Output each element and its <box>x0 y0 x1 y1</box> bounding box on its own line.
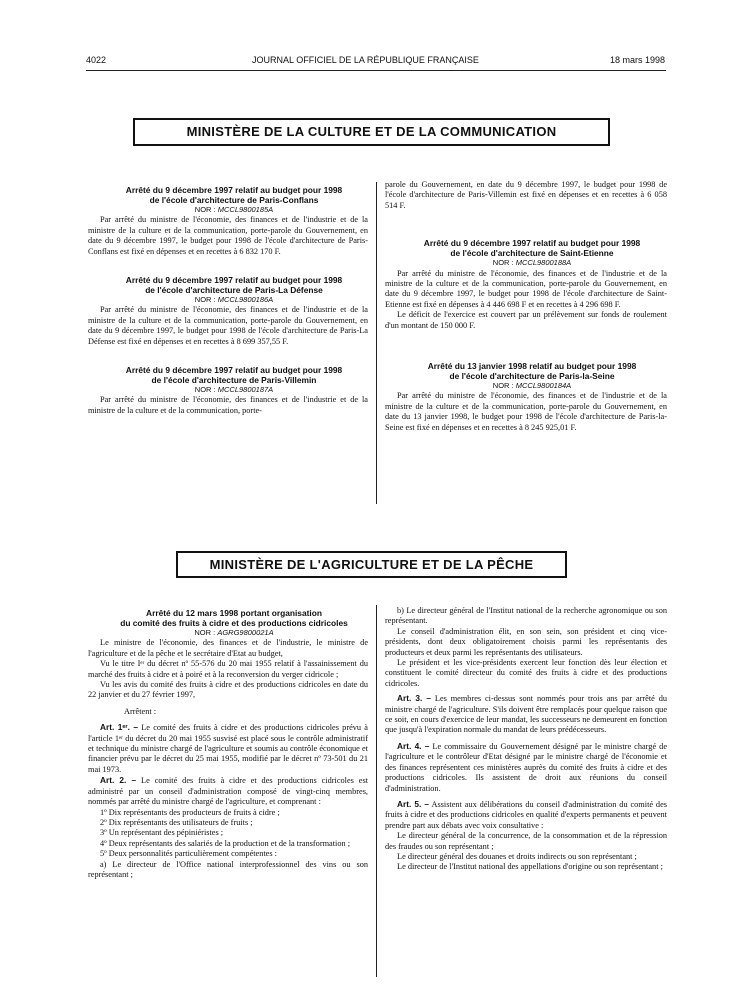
preamble-visa-opinions: Vu les avis du comité des fruits à cidre et des productions cidricoles en date du 22 janvier et du 27 février 1997, <box>88 680 368 700</box>
page-number: 4022 <box>86 55 107 65</box>
nor-reference <box>88 385 368 395</box>
decree-title-line2: de l'école d'architecture de Paris-La Défense <box>145 285 323 296</box>
article-2 <box>88 775 368 807</box>
nor-label: NOR : <box>194 628 216 637</box>
nor-reference <box>385 258 667 268</box>
decree-body: Par arrêté du ministre de l'économie, des finances et de l'industrie et de la ministre de la culture et de la communication, porte-parole du Gouvernement, en date du 9 décembre 1997, le budget pour 1998 de l'école d'architecture de Paris-La Défense est fixé en dépenses et en recettes à 8 699 357,55 F. <box>88 305 368 346</box>
decree-body-start: Par arrêté du ministre de l'économie, des finances et de l'industrie et de la ministre de la culture et de la communication, porte- <box>88 395 368 415</box>
decree-title-line1: Arrêté du 9 décembre 1997 relatif au budget pour 1998 <box>125 365 343 376</box>
list-item: 3º Un représentant des pépiniéristes ; <box>100 828 224 838</box>
nor-code: MCCL9800184A <box>515 381 572 391</box>
nor-label: NOR : <box>492 381 514 391</box>
decree-body: Par arrêté du ministre de l'économie, des finances et de l'industrie et de la ministre de la culture et de la communication, porte-parole du Gouvernement, en date du 9 décembre 1997, le budget pour 1998 de l'école d'architecture de Paris-Conflans est fixé en dépenses et en recettes à 6 832 170 F. <box>88 215 368 256</box>
ministry-culture-heading <box>133 118 610 146</box>
list-item: 2º Dix représentants des utilisateurs de fruits ; <box>100 817 253 827</box>
preamble-ministers: Le ministre de l'économie, des finances et de l'industrie, le ministre de l'agriculture et de la pêche et le secrétaire d'Etat au budget, <box>88 638 368 658</box>
article-text: Assistent aux délibérations du conseil d'administration du comité des fruits à cidre et des productions cidricoles en qualité d'experts permanents et peuvent prendre part aux débats avec voix consultative : <box>385 799 667 830</box>
article-text: Le comité des fruits à cidre et des productions cidricoles est administré par un conseil d'administration composé de vingt-cinq membres, nommés par arrêté du ministre chargé de l'agriculture, et comprenant : <box>88 776 368 807</box>
header-rule <box>86 70 666 71</box>
article-label: Art. 2. – <box>100 775 137 786</box>
decree-title-line1: Arrêté du 12 mars 1998 portant organisation <box>146 608 322 618</box>
board-committee-paragraph: Le président et les vice-présidents exercent leur fonction dès leur élection et constituent le comité directeur du comité des fruits à cidre et des productions cidricoles. <box>385 658 667 688</box>
list-item: Le directeur général des douanes et droits indirects ou son représentant ; <box>397 851 637 861</box>
decree-title-line2: de l'école d'architecture de Paris-la-Seine <box>449 371 615 382</box>
list-item: a) Le directeur de l'Office national interprofessionnel des vins ou son représentant ; <box>88 859 368 879</box>
decree-title-line1: Arrêté du 9 décembre 1997 relatif au budget pour 1998 <box>423 238 641 249</box>
nor-reference <box>88 628 368 638</box>
list-item: b) Le directeur général de l'Institut national de la recherche agronomique ou son représentant. <box>385 606 667 626</box>
section2-left-column <box>88 608 368 880</box>
article-3 <box>385 693 667 736</box>
decree-body: Par arrêté du ministre de l'économie, des finances et de l'industrie et de la ministre de la culture et de la communication, porte-parole du Gouvernement, en date du 13 janvier 1998, le budget pour 1998 de l'école d'architecture de Paris-la-Seine est fixé en dépenses et en recettes à 8 245 925,01 F. <box>385 391 667 432</box>
article-label: Art. 5. – <box>397 798 430 809</box>
decree-body: Par arrêté du ministre de l'économie, des finances et de l'industrie et de la ministre de la culture et de la communication, porte-parole du Gouvernement, en date du 9 décembre 1997, le budget pour 1998 de l'école d'architecture de Saint-Etienne est fixé en dépenses à 4 446 698 F et en recettes à 4 296 698 F. <box>385 268 667 309</box>
article-5 <box>385 799 667 831</box>
decree-title-line2: du comité des fruits à cidre et des productions cidricoles <box>120 618 348 628</box>
article-label: Art. 4. – <box>397 740 430 751</box>
nor-label: NOR : <box>194 385 216 395</box>
ministry-agriculture-heading <box>176 551 567 578</box>
column-divider <box>376 605 377 977</box>
nor-label: NOR : <box>194 205 216 214</box>
ministry-culture-title: MINISTÈRE DE LA CULTURE ET DE LA COMMUNICATION <box>186 124 557 139</box>
article-text: Les membres ci-dessus sont nommés pour trois ans par arrêté du ministre chargé de l'agriculture. S'ils doivent être remplacés pour quelque raison que ce soit, en cours d'exercice de leur mandat, les successeurs ne demeurent en fonction que jusqu'à l'expiration normale du mandat de leurs prédécesseurs. <box>385 694 667 735</box>
section2-right-column <box>385 606 667 873</box>
decree-body-2: Le déficit de l'exercice est couvert par un prélèvement sur fonds de roulement d'un montant de 150 000 F. <box>385 310 667 330</box>
list-item: Le directeur général de la concurrence, de la consommation et de la répression des fraudes ou son représentant ; <box>385 831 667 851</box>
section1-left-column <box>88 185 368 416</box>
decree-title-line1: Arrêté du 9 décembre 1997 relatif au budget pour 1998 <box>125 275 343 286</box>
section1-right-column <box>385 180 667 433</box>
nor-code: MCCL9800188A <box>515 258 572 268</box>
list-item: Le directeur de l'Institut national des appellations d'origine ou son représentant ; <box>397 862 663 872</box>
nor-reference <box>385 381 667 391</box>
board-election-paragraph: Le conseil d'administration élit, en son sein, son président et cinq vice-présidents, dont deux obligatoirement choisis parmi les représentants des producteurs et deux parmi les représentants des utilisateurs. <box>385 626 667 657</box>
nor-reference <box>88 295 368 305</box>
nor-code: MCCL9800186A <box>217 295 274 305</box>
article-label: Art. 1ᵉʳ. – <box>100 722 138 733</box>
decree-title-line2: de l'école d'architecture de Paris-Villemin <box>151 375 317 386</box>
ministry-agriculture-title: MINISTÈRE DE L'AGRICULTURE ET DE LA PÊCHE <box>209 557 534 572</box>
decree-title-line1: Arrêté du 13 janvier 1998 relatif au budget pour 1998 <box>427 361 637 372</box>
decree-paris-la-defense <box>88 275 368 347</box>
nor-code: MCCL9800187A <box>217 385 274 395</box>
article-label: Art. 3. – <box>397 693 432 704</box>
nor-code: MCCL9800185A <box>217 205 274 214</box>
article-text: Le commissaire du Gouvernement désigné par le ministre chargé de l'agriculture et le contrôleur d'Etat désigné par le ministre chargé de l'économie et des finances représentent ces ministères auprès du comité des fruits à cidre et des productions cidricoles. Ils assistent de droit aux réunions du conseil d'administration. <box>385 741 667 793</box>
article-text: Le comité des fruits à cidre et des productions cidricoles prévu à l'article 1ᵉʳ du décret du 20 mai 1955 susvisé est placé sous le contrôle administratif et technique du ministre chargé de l'agriculture et soumis au contrôle économique et financier prévu par le décret du 25 mai 1955, modifié par le décret nº 73-501 du 21 mai 1973. <box>88 723 368 774</box>
decree-body-continued: parole du Gouvernement, en date du 9 décembre 1997, le budget pour 1998 de l'école d'architecture de Paris-Villemin est fixé en dépenses et en recettes à 6 058 514 F. <box>385 180 667 210</box>
article-4 <box>385 741 667 794</box>
list-item: 4º Deux représentants des salariés de la production et de la transformation ; <box>100 838 351 848</box>
list-item: 5º Deux personnalités particulièrement compétentes : <box>100 849 277 859</box>
issue-date: 18 mars 1998 <box>609 55 665 65</box>
decree-paris-villemin <box>88 365 368 416</box>
preamble-visa-decree: Vu le titre Iᵉʳ du décret nº 55-576 du 20 mai 1955 relatif à l'assainissement du marché des fruits à cidre et à poiré et à la reconversion du verger cidricole ; <box>88 659 368 679</box>
nor-label: NOR : <box>194 295 216 305</box>
decree-title-line2: de l'école d'architecture de Saint-Etienne <box>450 248 614 259</box>
column-divider <box>376 182 377 504</box>
list-item: 1º Dix représentants des producteurs de fruits à cidre ; <box>100 807 280 817</box>
journal-title: JOURNAL OFFICIEL DE LA RÉPUBLIQUE FRANÇAISE <box>252 55 479 65</box>
nor-label: NOR : <box>492 258 514 268</box>
decree-title-line1: Arrêté du 9 décembre 1997 relatif au budget pour 1998 <box>125 185 343 195</box>
decree-saint-etienne <box>385 238 667 331</box>
decree-title-line2: de l'école d'architecture de Paris-Conflans <box>149 195 319 205</box>
nor-reference <box>88 205 368 215</box>
decree-formula: Arrêtent : <box>124 706 157 716</box>
nor-code: AGRG9800021A <box>217 628 274 637</box>
decree-paris-conflans <box>88 185 368 257</box>
decree-paris-la-seine <box>385 361 667 433</box>
article-1 <box>88 722 368 775</box>
